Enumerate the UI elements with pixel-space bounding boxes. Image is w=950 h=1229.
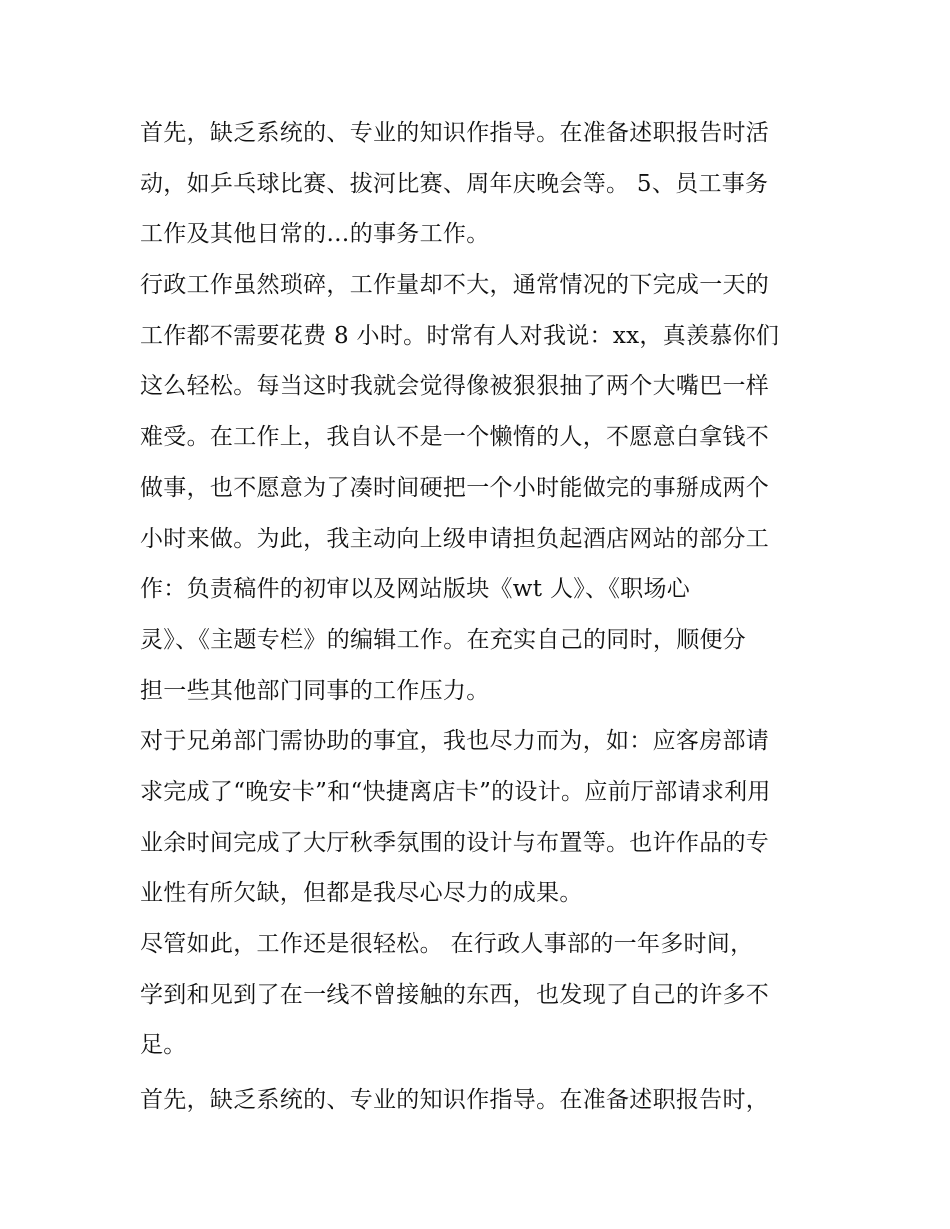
text-line: 作：负责稿件的初审以及网站版块《wt 人》、《职场心 [140,576,691,603]
text-line: 行政工作虽然琐碎，工作量却不大，通常情况的下完成一天的 [140,272,770,299]
text-line: 学到和见到了在一线不曾接触的东西，也发现了自己的许多不 [140,981,770,1008]
text-line: 这么轻松。每当这时我就会觉得像被狠狠抽了两个大嘴巴一样 [140,373,770,400]
text-line: 对于兄弟部门需协助的事宜，我也尽力而为，如：应客房部请 [140,728,770,755]
text-line: 首先，缺乏系统的、专业的知识作指导。在准备述职报告时， [140,1087,770,1114]
paragraph-5 [140,1075,820,1126]
text-line: 动，如乒乓球比赛、拔河比赛、周年庆晚会等。 5、员工事务 [140,170,769,197]
paragraph-3 [140,716,820,919]
paragraph-4 [140,919,820,1071]
text-line: 做事，也不愿意为了凑时间硬把一个小时能做完的事掰成两个 [140,474,770,501]
text-line: 工作及其他日常的…的事务工作。 [140,221,490,248]
paragraph-1 [140,108,820,260]
document-body [140,108,820,1126]
text-line: 业性有所欠缺，但都是我尽心尽力的成果。 [140,880,583,907]
text-line: 小时来做。为此，我主动向上级申请担负起酒店网站的部分工 [140,525,770,552]
text-line: 首先，缺乏系统的、专业的知识作指导。在准备述职报告时活 [140,120,770,146]
text-line: 灵》、《主题专栏》的编辑工作。在充实自己的同时，顺便分 [140,626,747,653]
text-line: 难受。在工作上，我自认不是一个懒惰的人，不愿意白拿钱不 [140,424,770,451]
text-line: 足。 [140,1032,187,1059]
text-line: 工作都不需要花费 8 小时。时常有人对我说：xx，真羡慕你们 [140,322,780,349]
text-line: 尽管如此，工作还是很轻松。 在行政人事部的一年多时间， [140,931,754,957]
text-line: 求完成了“晚安卡”和“快捷离店卡”的设计。应前厅部请求利用 [140,778,771,805]
text-line: 业余时间完成了大厅秋季氛围的设计与布置等。也许作品的专 [140,829,770,856]
text-line: 担一些其他部门同事的工作压力。 [140,677,490,704]
paragraph-2 [140,260,820,716]
